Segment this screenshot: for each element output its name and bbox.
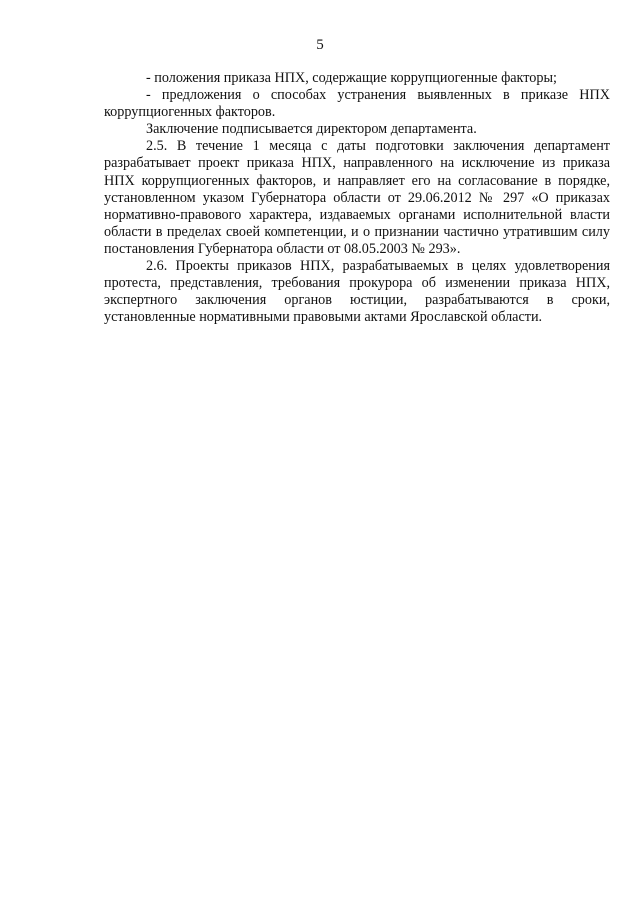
paragraph-clause-2-5: 2.5. В течение 1 месяца с даты подготовки заключения департамент разрабатывает проект приказа НПХ, направленного на исключение из приказа НПХ коррупциогенных факторов, и направляет его на согласование в порядке, установленном указом Губернатора области от 29.06.2012 № 297 «О приказах нормативно-правового характера, издаваемых органами исполнительной власти области в пределах своей компетенции, и о признании частично утратившим силу постановления Губернатора области от 08.05.2003 № 293».: [104, 138, 610, 257]
paragraph-conclusion-signed: Заключение подписывается директором департамента.: [146, 121, 477, 138]
paragraph-list-item-proposals: - предложения о способах устранения выявленных в приказе НПХ коррупциогенных факторов.: [104, 87, 610, 121]
paragraph-list-item-provisions: - положения приказа НПХ, содержащие коррупциогенные факторы;: [146, 70, 557, 86]
paragraph-clause-2-6: 2.6. Проекты приказов НПХ, разрабатываемых в целях удовлетворения протеста, представления, требования прокурора об изменении приказа НПХ, экспертного заключения органов юстиции, разрабатываются в сроки, установленные нормативными правовыми актами Ярославской области.: [104, 258, 610, 326]
page-number: 5: [316, 37, 324, 53]
document-body: [104, 70, 610, 326]
